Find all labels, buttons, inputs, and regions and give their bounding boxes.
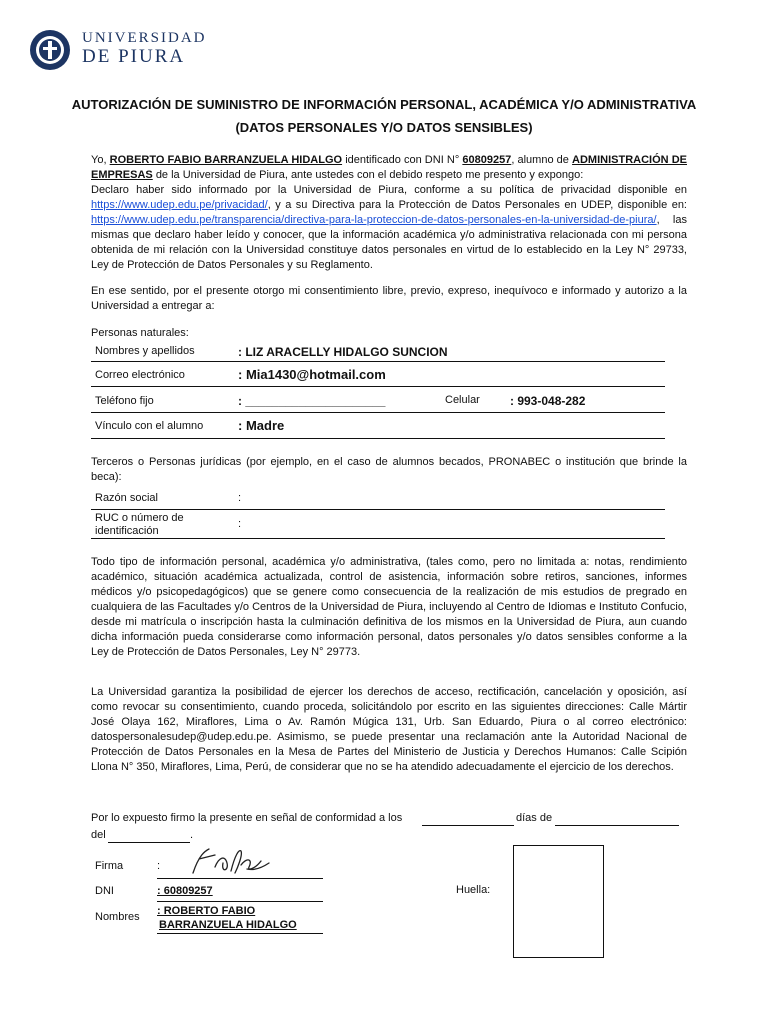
student-name: ROBERTO FABIO BARRANZUELA HIDALGO <box>109 154 343 166</box>
email-line <box>91 386 665 387</box>
phone-line <box>91 412 665 413</box>
relation-label: Vínculo con el alumno <box>95 420 204 432</box>
dni-label: DNI <box>95 885 114 897</box>
email-value: : Mia1430@hotmail.com <box>238 367 386 382</box>
firma-colon: : <box>157 860 161 872</box>
document-subtitle: (DATOS PERSONALES Y/O DATOS SENSIBLES) <box>235 120 533 135</box>
firma-line <box>157 878 323 879</box>
firma-label: Firma <box>95 860 124 872</box>
intro-paragraph: Yo, ROBERTO FABIO BARRANZUELA HIDALGO identificado con DNI N° 60809257, alumno de ADMINISTRACIÓN DE EMPRESAS de la Universidad de Piura, ante ustedes con el debido respeto me presento y expongo: Declaro haber sido informado por la Universidad de Piura, conforme a su política de privacidad disponible en https://www.udep.edu.pe/privacidad/, y a su Directiva para la Protección de Datos Personales en UDEP, disponible en: https://www.udep.edu.pe/transparencia/directiva-para-la-proteccion-de-datos-personales-en-la-universidad-de-piura/, las mismas que declaro haber leído y conocer, que la información académica y/o administrativa relacionada con mi persona obtenida de mi relación con la Universidad constituye datos personales en virtud de lo establecido en la Ley N° 29733, Ley de Protección de Datos Personales y su Reglamento. <box>91 154 687 271</box>
ruc-label: RUC o número de identificación <box>95 512 184 537</box>
razon-label: Razón social <box>95 492 158 504</box>
year-period: . <box>190 829 194 841</box>
ruc-value: : <box>238 518 242 530</box>
cell-label: Celular <box>445 394 480 406</box>
relation-value: : Madre <box>238 418 285 433</box>
huella-label: Huella: <box>456 884 491 896</box>
rights-paragraph: La Universidad garantiza la posibilidad de ejercer los derechos de acceso, rectificación, cancelación y oposición, así como revocar su consentimiento, cuando proceda, solicitándolo por escrito en las siguientes direcciones: Calle Mártir José Olaya 162, Miraflores, Lima o Av. Ramón Múgica 131, Urb. San Eduardo, Piura o al correo electrónico: datospersonalesudep@udep.edu.pe. Asimismo, se puede presentar una reclamación ante la Autoridad Nacional de Protección de Datos Personales en la Mesa de Partes del Ministerio de Justicia y Derechos Humanos: Calle Scipión Llona N° 350, Miraflores, Lima, Perú, de considerar que no se ha atendido adecuadamente el ejercicio de los derechos. <box>91 686 687 773</box>
days-text: días de <box>516 812 553 824</box>
consent-paragraph: En ese sentido, por el presente otorgo mi consentimiento libre, previo, expreso, inequívoco e informado y autorizo a la Universidad a entregar a: <box>91 285 687 312</box>
info-paragraph: Todo tipo de información personal, académica y/o administrativa, (tales como, pero no limitada a: notas, rendimiento académico, situación académica actualizada, control de asistencia, información sobre retiros, sanciones, informes médicos y/o psicopedagógicos) que se genere como consecuencia de la realización de mis estudios de pregrado en cualquiera de las Facultades y/o Centros de la Universidad de Piura, incluyendo al Centro de Idiomas e Instituto Confucio, desde mi matrícula o inscripción hasta la culminación definitiva de los mismos en la Universidad de Piura, aun cuando dicha información pueda considerarse como información personal, datos personales y/o datos sensibles conforme a la Ley de Protección de Datos Personales, Ley N° 29773. <box>91 556 687 658</box>
handwritten-signature <box>185 845 275 881</box>
natural-persons-heading: Personas naturales: <box>91 327 189 339</box>
sign-statement: Por lo expuesto firmo la presente en señal de conformidad a los <box>91 812 403 824</box>
phone-value: : _____________________ <box>238 394 386 408</box>
name-value: : LIZ ARACELLY HIDALGO SUNCION <box>238 345 448 359</box>
nombres-label: Nombres <box>95 911 140 923</box>
name-line <box>91 361 665 362</box>
university-name-bottom: DE PIURA <box>82 46 186 67</box>
student-dni: 60809257 <box>462 154 512 166</box>
year-text: del <box>91 829 106 841</box>
student-program: ADMINISTRACIÓN DE EMPRESAS <box>91 154 687 181</box>
ruc-line <box>91 538 665 539</box>
university-name-top: UNIVERSIDAD <box>82 30 207 46</box>
name-label: Nombres y apellidos <box>95 345 195 357</box>
phone-label: Teléfono fijo <box>95 395 154 407</box>
relation-line <box>91 438 665 439</box>
razon-line <box>91 509 665 510</box>
year-blank <box>108 842 190 843</box>
nombres-value-1: : ROBERTO FABIO <box>157 905 256 917</box>
cell-value: : 993-048-282 <box>510 394 586 408</box>
nombres-value-2: BARRANZUELA HIDALGO <box>159 919 297 931</box>
university-seal-icon <box>28 24 72 76</box>
dni-value: : 60809257 <box>157 885 213 897</box>
privacy-link[interactable]: https://www.udep.edu.pe/privacidad/ <box>91 199 268 211</box>
directiva-link[interactable]: https://www.udep.edu.pe/transparencia/directiva-para-la-proteccion-de-datos-personales-en-la-universidad-de-piura/ <box>91 214 657 226</box>
document-title: AUTORIZACIÓN DE SUMINISTRO DE INFORMACIÓN PERSONAL, ACADÉMICA Y/O ADMINISTRATIVA <box>71 97 697 112</box>
fingerprint-box <box>513 845 604 958</box>
month-blank <box>555 825 679 826</box>
days-blank <box>422 825 514 826</box>
email-label: Correo electrónico <box>95 369 185 381</box>
razon-value: : <box>238 492 242 504</box>
nombres-line <box>157 933 323 934</box>
third-parties-heading: Terceros o Personas jurídicas (por ejemplo, en el caso de alumnos becados, PRONABEC o institución que brinde la beca): <box>91 456 687 483</box>
dni-line <box>157 901 323 902</box>
